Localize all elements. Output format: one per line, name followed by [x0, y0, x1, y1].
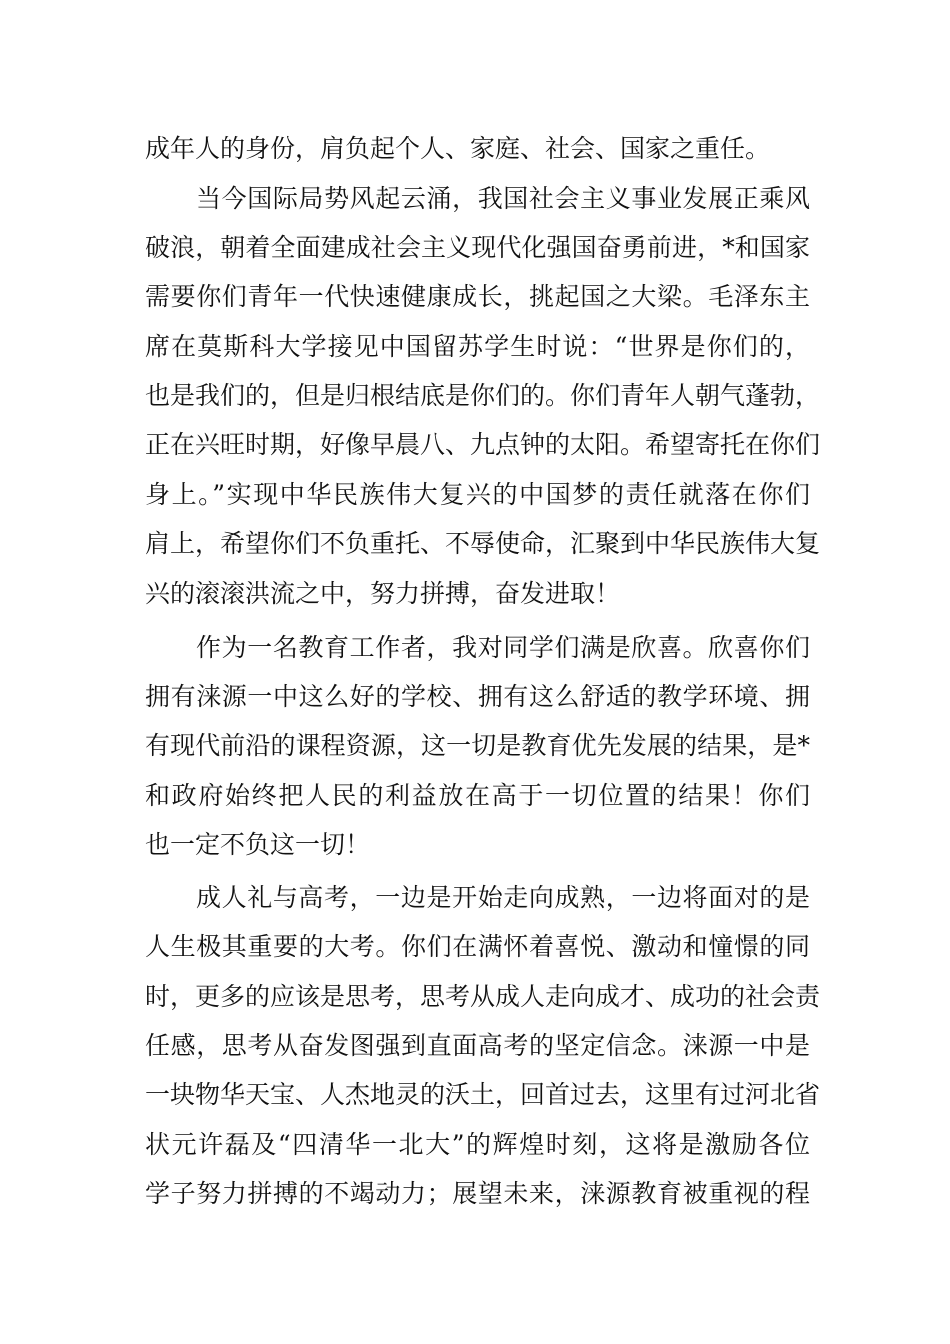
- text-line: 人生极其重要的大考。你们在满怀着喜悦、激动和憧憬的同: [145, 932, 810, 961]
- text-line: 席在莫斯科大学接见中国留苏学生时说：“世界是你们的，: [145, 332, 810, 361]
- text-line: 成年人的身份，肩负起个人、家庭、社会、国家之重任。: [145, 134, 771, 163]
- text-line: 拥有涞源一中这么好的学校、拥有这么舒适的教学环境、拥: [145, 682, 810, 711]
- text-line: 需要你们青年一代快速健康成长，挑起国之大梁。毛泽东主: [145, 282, 810, 311]
- text-line: 身上。”实现中华民族伟大复兴的中国梦的责任就落在你们: [145, 480, 810, 509]
- text-line: 学子努力拼搏的不竭动力；展望未来，涞源教育被重视的程: [145, 1179, 810, 1208]
- text-line: 也一定不负这一切！: [145, 830, 371, 859]
- text-line: 作为一名教育工作者，我对同学们满是欣喜。欣喜你们: [196, 633, 810, 662]
- text-line: 时，更多的应该是思考，思考从成人走向成才、成功的社会责: [145, 982, 821, 1011]
- text-line: 有现代前沿的课程资源，这一切是教育优先发展的结果，是*: [145, 731, 810, 760]
- text-line: 破浪，朝着全面建成社会主义现代化强国奋勇前进，*和国家: [145, 233, 810, 262]
- text-line: 肩上，希望你们不负重托、不辱使命，汇聚到中华民族伟大复: [145, 529, 821, 558]
- text-line: 正在兴旺时期，好像早晨八、九点钟的太阳。希望寄托在你们: [145, 430, 821, 459]
- text-line: 一块物华天宝、人杰地灵的沃土，回首过去，这里有过河北省: [145, 1080, 821, 1109]
- text-line: 和政府始终把人民的利益放在高于一切位置的结果！你们: [145, 781, 810, 810]
- text-line: 成人礼与高考，一边是开始走向成熟，一边将面对的是: [196, 883, 810, 912]
- text-line: 状元许磊及“四清华一北大”的辉煌时刻，这将是激励各位: [145, 1130, 810, 1159]
- text-line: 兴的滚滚洪流之中，努力拼搏，奋发进取！: [145, 579, 621, 608]
- text-line: 也是我们的，但是归根结底是你们的。你们青年人朝气蓬勃，: [145, 381, 821, 410]
- text-line: 当今国际局势风起云涌，我国社会主义事业发展正乘风: [196, 184, 810, 213]
- text-line: 任感，思考从奋发图强到直面高考的坚定信念。涞源一中是: [145, 1031, 810, 1060]
